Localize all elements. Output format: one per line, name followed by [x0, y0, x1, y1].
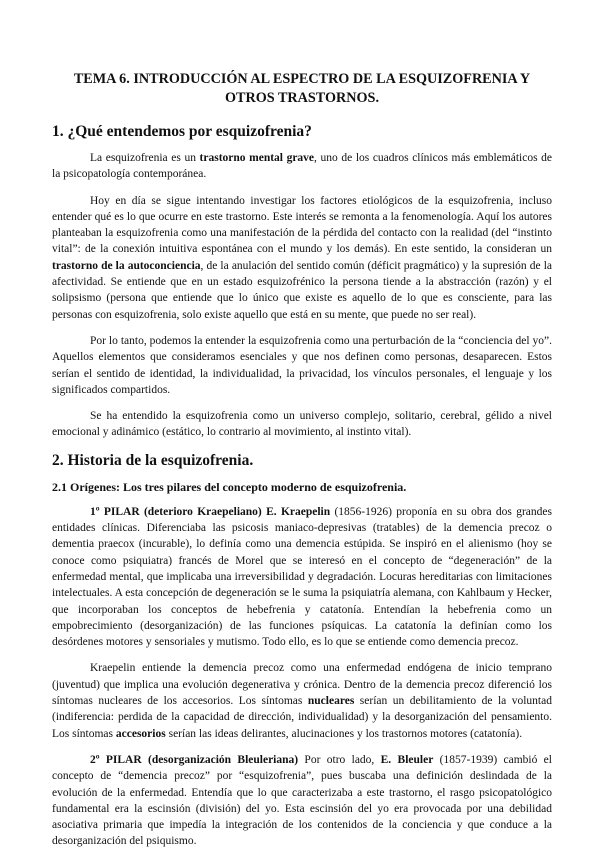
section-2-paragraph-3: [52, 752, 552, 850]
bold-term: nucleares: [307, 695, 355, 708]
section-2-paragraph-1: [52, 504, 552, 651]
document-title: [58, 70, 546, 108]
section-2-heading: 2. Historia de la esquizofrenia.: [52, 451, 254, 469]
text-run: Hoy en día se sigue intentando investigar los factores etiológicos de la esquizofrenia, incluso entender qué es lo que ocurre en este trastorno. Este interés se remonta a la fenomenología. Aquí los autores planteaban la esquizofrenia como una manifestación de la pérdida del contacto con la realidad (del “instinto vital”: de la conexión intuitiva espontánea con el mundo y los demás). En este sentido, la consideran un: [52, 194, 552, 256]
bold-term: 1º PILAR (deterioro Kraepeliano) E. Kraepelin: [90, 505, 331, 518]
title-line-2: OTROS TRASTORNOS.: [224, 90, 379, 106]
bold-term: trastorno mental grave: [199, 152, 315, 164]
text-run: (1856-1926) proponía en su obra dos grandes entidades clínicas. Diferenciaba las psicosis maniaco-depresivas (tratables) de la demencia precoz o dementia praecox (incurable), lo definía como una demencia estúpida. Se inspiró en el alienismo (hoy se conoce como psiquiatra) francés de Morel que se interesó en el concepto de “degeneración” de la enfermedad mental, que implicaba una irreversibilidad y degradación. Locuras hereditarias con limitaciones intelectuales. A esta concepción de degeneración se le suma la psiquiatría alemana, con Kahlbaum y Hecker, que incorporaban los conceptos de hebefrenia y catatonía. Entendían la hebefrenia como un empobrecimiento (desorganización) de las funciones psíquicas. La catatonía la definían como los desórdenes motores y sensoriales y mutismo. Todo ello, es lo que se entiende como demencia precoz.: [52, 505, 552, 649]
text-run: serían las ideas delirantes, alucinaciones y los trastornos motores (catatonía).: [165, 727, 523, 740]
text-run: Por otro lado,: [298, 753, 381, 766]
bold-term: trastorno de la autoconciencia: [52, 259, 201, 272]
text-run: Kraepelin entiende la demencia precoz como una enfermedad endógena de inicio temprano (juventud) que implica una evolución degenerativa y crónica. Dentro de la demencia precoz diferenció los síntomas nucleares de los accesorios. Los síntomas: [52, 662, 552, 708]
bold-term: 2º PILAR (desorganización Bleuleriana): [90, 753, 299, 766]
text-run: , uno de los cuadros clínicos más emblemáticos de la psicopatología contemporánea.: [52, 152, 552, 181]
bold-term: E. Bleuler: [380, 753, 434, 766]
text-run: (1857-1939) cambió el concepto de “demencia precoz” por “esquizofrenia”, pues buscaba una definición deslindada de la evolución de la enfermedad. Entendía que lo que caracterizaba a este trastorno, el rasgo psicopatológico fundamental era la escinsión (división) del yo. Esta escinsión del yo era provocada por una debilidad asociativa primaria que impedía la integración de los contenidos de la conciencia y que conduce a la desorganización del psiquismo.: [52, 753, 552, 848]
section-1-paragraph-2: [52, 193, 552, 323]
title-line-1: TEMA 6. INTRODUCCIÓN AL ESPECTRO DE LA ESQUIZOFRENIA Y: [73, 71, 531, 87]
section-2-paragraph-2: [52, 660, 552, 741]
text-run: La esquizofrenia es un: [90, 152, 200, 164]
text-run: serían un debilitamiento de la voluntad (indiferencia: perdida de la capacidad de dirección, individualidad) y la desorganización del pensamiento. Los síntomas: [52, 695, 552, 740]
section-1-paragraph-3: Por lo tanto, podemos la entender la esquizofrenia como una perturbación de la “conciencia del yo”. Aquellos elementos que consideramos esenciales y que nos definen como personas, desaparecen. Estos serían el sentido de identidad, la individualidad, la privacidad, los vínculos personales, el lenguaje y los significados compartidos.: [52, 334, 552, 396]
subsection-2-1-heading: 2.1 Orígenes: Los tres pilares del concepto moderno de esquizofrenia.: [52, 479, 407, 494]
bold-term: accesorios: [115, 727, 166, 740]
text-run: , de la anulación del sentido común (déficit pragmático) y la supresión de la afectividad. Se entiende que en un estado esquizofrénico la persona tiende a la abstracción (razón) y el solipsismo (persona que entiende que lo único que existe es aquello de lo que es consciente, para las personas con esquizofrenia, solo existe aquello que está en su mente, que puede no ser real).: [52, 259, 553, 321]
section-1-heading: 1. ¿Qué entendemos por esquizofrenia?: [52, 123, 312, 140]
section-1-paragraph-4: Se ha entendido la esquizofrenia como un universo complejo, solitario, cerebral, gélido a nivel emocional y adinámico (estático, lo contrario al movimiento, al instinto vital).: [52, 410, 552, 439]
section-1-paragraph-1: [52, 150, 552, 183]
